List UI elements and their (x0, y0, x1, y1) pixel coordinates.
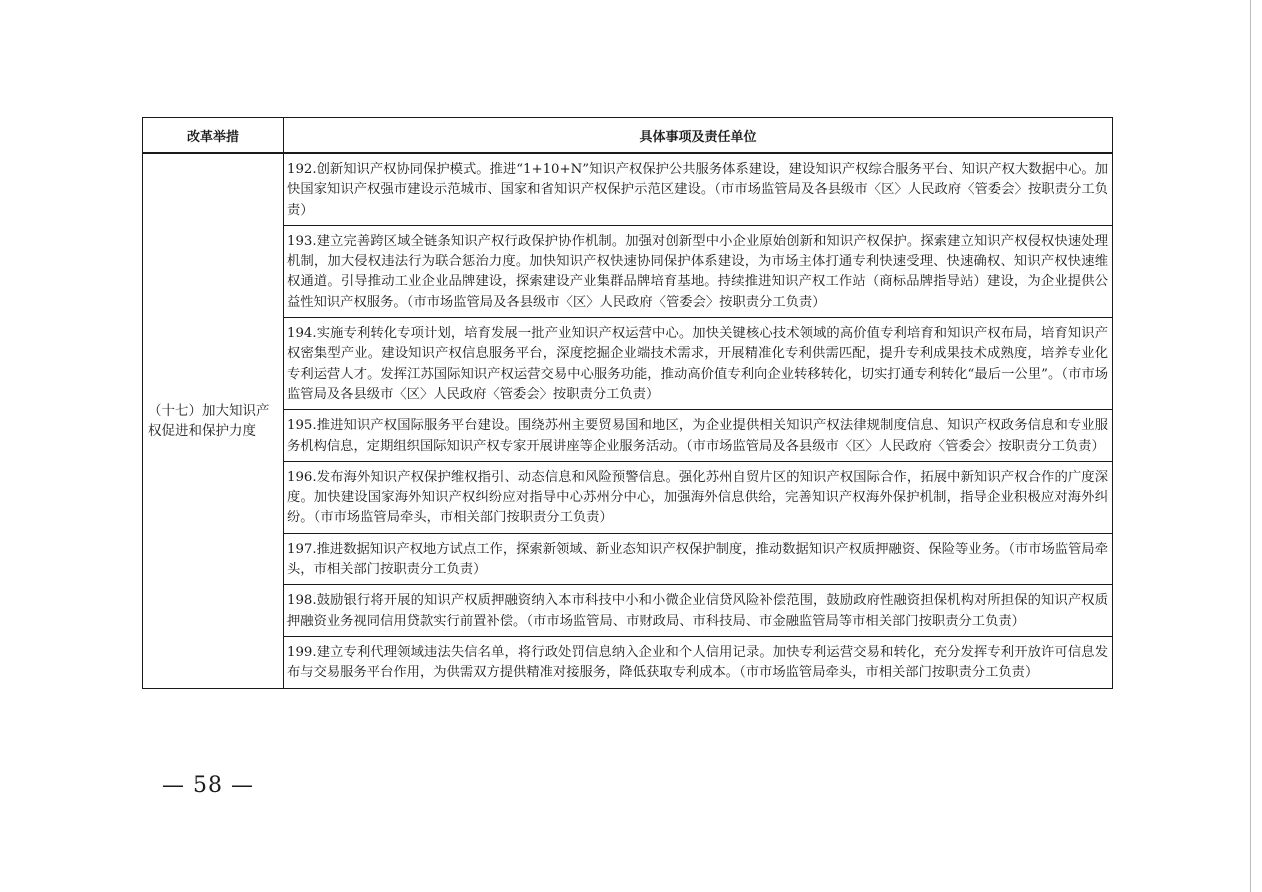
item-193: 193.建立完善跨区域全链条知识产权行政保护协作机制。加强对创新型中小企业原始创新和知识产权保护。探索建立知识产权侵权快速处理机制，加大侵权违法行为联合惩治力度。加快知识产权快速协同保护体系建设，为市场主体打通专利快速受理、快速确权、知识产权快速维权通道。引导推动工业企业品牌建设，探索建设产业集群品牌培育基地。持续推进知识产权工作站（商标品牌指导站）建设，为企业提供公益性知识产权服务。（市市场监管局及各县级市〈区〉人民政府〈管委会〉按职责分工负责） (284, 226, 1112, 318)
item-198: 198.鼓励银行将开展的知识产权质押融资纳入本市科技中小和小微企业信贷风险补偿范围，鼓励政府性融资担保机构对所担保的知识产权质押融资业务视同信用贷款实行前置补偿。（市市场监管局、市财政局、市科技局、市金融监管局等市相关部门按职责分工负责） (284, 585, 1112, 637)
item-195: 195.推进知识产权国际服务平台建设。围绕苏州主要贸易国和地区，为企业提供相关知识产权法律规制度信息、知识产权政务信息和专业服务机构信息，定期组织国际知识产权专家开展讲座等企业服务活动。（市市场监管局及各县级市〈区〉人民政府〈管委会〉按职责分工负责） (284, 410, 1112, 462)
items-cell (284, 153, 1113, 688)
reform-measure-cell: （十七）加大知识产权促进和保护力度 (143, 153, 284, 688)
item-197: 197.推进数据知识产权地方试点工作，探索新领域、新业态知识产权保护制度，推动数据知识产权质押融资、保险等业务。（市市场监管局牵头，市相关部门按职责分工负责） (284, 534, 1112, 586)
page-edge-rule (1250, 0, 1251, 892)
header-specific-items: 具体事项及责任单位 (284, 118, 1113, 154)
item-192: 192.创新知识产权协同保护模式。推进“1+10+N”知识产权保护公共服务体系建设，建设知识产权综合服务平台、知识产权大数据中心。加快国家知识产权强市建设示范城市、国家和省知识产权保护示范区建设。（市市场监管局及各县级市〈区〉人民政府〈管委会〉按职责分工负责） (284, 154, 1112, 226)
item-196: 196.发布海外知识产权保护维权指引、动态信息和风险预警信息。强化苏州自贸片区的知识产权国际合作，拓展中新知识产权合作的广度深度。加快建设国家海外知识产权纠纷应对指导中心苏州分中心，加强海外信息供给，完善知识产权海外保护机制，指导企业积极应对海外纠纷。（市市场监管局牵头，市相关部门按职责分工负责） (284, 462, 1112, 534)
page-number: — 58 — (162, 773, 254, 798)
table-row (143, 153, 1113, 688)
item-199: 199.建立专利代理领域违法失信名单，将行政处罚信息纳入企业和个人信用记录。加快专利运营交易和转化，充分发挥专利开放许可信息发布与交易服务平台作用，为供需双方提供精准对接服务，降低获取专利成本。（市市场监管局牵头，市相关部门按职责分工负责） (287, 644, 1108, 681)
header-reform-measure: 改革举措 (143, 118, 284, 154)
reform-table (142, 117, 1113, 689)
table-header-row (143, 118, 1113, 154)
item-194: 194.实施专利转化专项计划，培育发展一批产业知识产权运营中心。加快关键核心技术领域的高价值专利培育和知识产权布局，培育知识产权密集型产业。建设知识产权信息服务平台，深度挖掘企业端技术需求，开展精准化专利供需匹配，提升专利成果技术成熟度，培养专业化专利运营人才。发挥江苏国际知识产权运营交易中心服务功能，推动高价值专利向企业转移转化，切实打通专利转化“最后一公里”。（市市场监管局及各县级市〈区〉人民政府〈管委会〉按职责分工负责） (284, 318, 1112, 410)
